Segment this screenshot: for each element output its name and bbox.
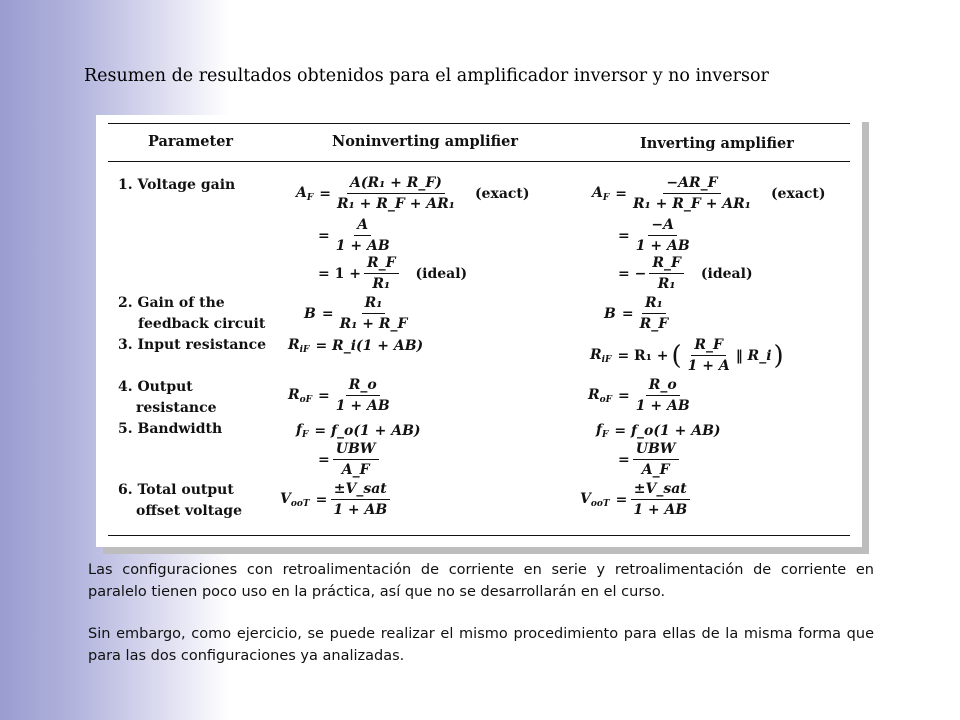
row-label-output-resistance-line2: resistance [136,400,217,416]
header-noninverting: Noninverting amplifier [332,133,519,150]
header-parameter: Parameter [148,133,234,150]
formula-bandwidth-inv: $f_F$ = f_o(1 + AB) [596,422,721,440]
row-label-bandwidth: 5. Bandwidth [118,421,223,437]
formula-feedback-noninv: B = $\frac{\text{R₁}}{\text{R₁ + R\_F}}$ [304,295,408,332]
formula-bandwidth-noninv: $f_F$ = f_o(1 + AB) [296,422,421,440]
paragraph-2: Sin embargo, como ejercicio, se puede realizar el mismo procedimiento para ellas de la misma forma que para las dos configuraciones ya analizadas. [88,626,874,664]
formula-input-inv: $R_{iF}$ = R₁ + ( $\frac{R\_F}{1 + A}$ ‖ R_i ) [590,337,784,374]
row-label-voltage-gain: 1. Voltage gain [118,177,236,193]
table-rule-bottom [108,535,850,536]
formula-output-noninv: $R_{oF}$ = $\frac{R\_o}{1 + AB}$ [288,377,390,414]
slide-title: Resumen de resultados obtenidos para el amplificador inversor y no inversor [84,66,769,86]
formula-feedback-inv: B = $\frac{\text{R₁}}{R\_F}$ [604,295,669,332]
row-label-feedback-gain-line2: feedback circuit [138,316,266,332]
row-label-feedback-gain: 2. Gain of the [118,295,225,311]
formula-offset-inv: $V_{ooT}$ = $\frac{\text{±V\_sat}}{1 + AB}$ [580,481,693,518]
row-label-input-resistance: 3. Input resistance [118,337,267,353]
formula-bandwidth-noninv-alt: = $\frac{\text{UBW}}{A\_F}$ [318,441,382,478]
formula-bandwidth-inv-alt: = $\frac{\text{UBW}}{A\_F}$ [618,441,682,478]
formula-input-noninv: $R_{iF}$ = R_i(1 + AB) [288,337,424,355]
formula-voltage-gain-inv-ideal: = − $\frac{R\_F}{\text{R₁}}$ (ideal) [618,255,753,292]
table-rule-top [108,123,850,124]
results-table [96,115,862,547]
paragraph-1: Las configuraciones con retroalimentación de corriente en serie y retroalimentación de corriente en paralelo tienen poco uso en la práctica, así que no se desarrollarán en el curso. [88,562,874,600]
row-label-offset-voltage: 6. Total output [118,482,234,498]
formula-offset-noninv: $V_{ooT}$ = $\frac{\text{±V\_sat}}{1 + AB}$ [280,481,393,518]
formula-voltage-gain-noninv-alt: = $\frac{A}{1 + AB}$ [318,217,390,254]
formula-voltage-gain-inv-alt: = $\frac{-A}{1 + AB}$ [618,217,690,254]
formula-voltage-gain-noninv: $A_F$ = $\frac{\text{A(R₁ + R\_F)}}{\text{R₁ + R\_F + AR₁}}$ (exact) [296,175,530,212]
row-label-output-resistance: 4. Output [118,379,193,395]
formula-voltage-gain-inv: $A_F$ = $\frac{-AR\_F}{\text{R₁ + R\_F + AR₁}}$ (exact) [592,175,826,212]
table-rule-header [108,161,850,162]
header-inverting: Inverting amplifier [640,135,794,152]
row-label-offset-voltage-line2: offset voltage [136,503,242,519]
formula-output-inv: $R_{oF}$ = $\frac{R\_o}{1 + AB}$ [588,377,690,414]
formula-voltage-gain-noninv-ideal: = 1 + $\frac{R\_F}{\text{R₁}}$ (ideal) [318,255,468,292]
